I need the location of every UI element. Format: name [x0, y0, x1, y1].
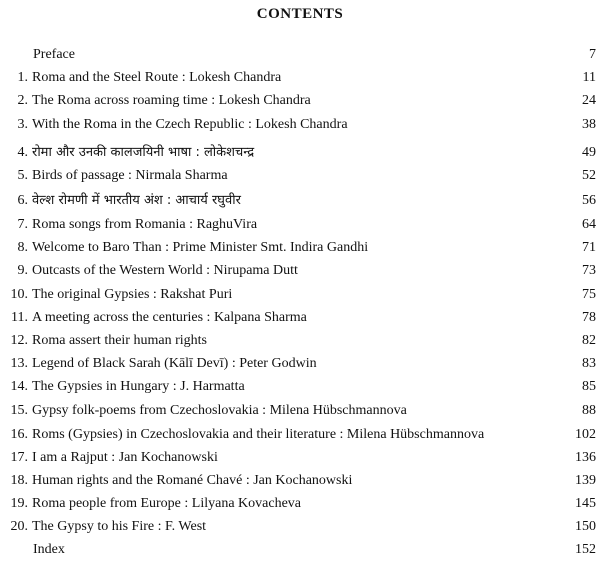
entry-title: Roma and the Steel Route : Lokesh Chandra — [32, 70, 282, 85]
entry-title: Gypsy folk-poems from Czechoslovakia : Milena Hübschmannova — [32, 403, 407, 418]
entry-title: The Gypsy to his Fire : F. West — [32, 519, 207, 534]
entry-page-number: 88 — [582, 403, 596, 418]
toc-entry — [0, 447, 600, 469]
entry-page-number: 11 — [582, 70, 596, 85]
toc-entry — [0, 516, 600, 538]
entry-number: 20. — [10, 519, 28, 534]
entry-title: Human rights and the Romané Chavé : Jan Kochanowski — [32, 473, 353, 488]
entry-title: Birds of passage : Nirmala Sharma — [32, 168, 228, 183]
entry-title: Roma assert their human rights — [32, 333, 207, 348]
toc-entry — [0, 353, 600, 375]
entry-title: वेल्श रोमणी में भारतीय अंश : आचार्य रघुवीर — [32, 193, 241, 208]
entry-page-number: 136 — [575, 450, 596, 465]
entry-title: Index — [33, 542, 65, 557]
entry-page-number: 56 — [582, 193, 596, 208]
entry-title: A meeting across the centuries : Kalpana Sharma — [32, 310, 307, 325]
toc-entry — [0, 284, 600, 306]
entry-page-number: 52 — [582, 168, 596, 183]
entry-title: The Gypsies in Hungary : J. Harmatta — [32, 379, 245, 394]
toc-entry — [0, 470, 600, 492]
entry-number: 7. — [17, 217, 28, 232]
toc-entry — [0, 424, 600, 446]
entry-title: Roma songs from Romania : RaghuVira — [32, 217, 258, 232]
entry-page-number: 73 — [582, 263, 596, 278]
entry-number: 13. — [10, 356, 28, 371]
toc-entry — [0, 400, 600, 422]
entry-title: Outcasts of the Western World : Nirupama Dutt — [32, 263, 298, 278]
entry-page-number: 152 — [575, 542, 596, 557]
entry-title: With the Roma in the Czech Republic : Lokesh Chandra — [32, 117, 348, 132]
toc-entry — [0, 44, 600, 66]
toc-entry — [0, 165, 600, 187]
entry-page-number: 49 — [582, 145, 596, 160]
entry-page-number: 24 — [582, 93, 596, 108]
entry-number: 19. — [10, 496, 28, 511]
entry-title: Welcome to Baro Than : Prime Minister Smt. Indira Gandhi — [32, 240, 369, 255]
entry-title: Roma people from Europe : Lilyana Kovacheva — [32, 496, 302, 511]
entry-page-number: 102 — [575, 427, 596, 442]
toc-entry — [0, 493, 600, 515]
entry-number: 11. — [11, 310, 28, 325]
entry-page-number: 82 — [582, 333, 596, 348]
entry-title: रोमा और उनकी कालजयिनी भाषा : लोकेशचन्द्र — [32, 145, 255, 160]
entry-page-number: 150 — [575, 519, 596, 534]
toc-entry — [0, 376, 600, 398]
toc-entry — [0, 539, 600, 561]
toc-entry — [0, 260, 600, 282]
entry-number: 1. — [17, 70, 28, 85]
entry-number: 16. — [10, 427, 28, 442]
entry-page-number: 38 — [582, 117, 596, 132]
toc-entry — [0, 237, 600, 259]
entry-page-number: 64 — [582, 217, 596, 232]
entry-number: 9. — [17, 263, 28, 278]
entry-title: The original Gypsies : Rakshat Puri — [32, 287, 233, 302]
entry-page-number: 75 — [582, 287, 596, 302]
entry-number: 4. — [17, 145, 28, 160]
entry-number: 15. — [10, 403, 28, 418]
entry-number: 2. — [17, 93, 28, 108]
entry-number: 10. — [10, 287, 28, 302]
entry-title: I am a Rajput : Jan Kochanowski — [32, 450, 218, 465]
entry-page-number: 145 — [575, 496, 596, 511]
entry-number: 8. — [17, 240, 28, 255]
page-title: CONTENTS — [256, 6, 344, 22]
entry-title: Legend of Black Sarah (Kālī Devī) : Peter Godwin — [32, 356, 317, 371]
entry-number: 12. — [10, 333, 28, 348]
entry-page-number: 78 — [582, 310, 596, 325]
entry-title: The Roma across roaming time : Lokesh Chandra — [32, 93, 311, 108]
entry-page-number: 83 — [582, 356, 596, 371]
entry-number: 3. — [17, 117, 28, 132]
toc-entry — [0, 190, 600, 212]
toc-entry — [0, 90, 600, 112]
toc-entry — [0, 67, 600, 89]
entry-page-number: 71 — [582, 240, 596, 255]
entry-page-number: 85 — [582, 379, 596, 394]
entry-title: Roms (Gypsies) in Czechoslovakia and their literature : Milena Hübschmannova — [32, 427, 485, 442]
toc-entry — [0, 142, 600, 164]
toc-entry — [0, 114, 600, 136]
entry-page-number: 7 — [589, 47, 596, 62]
entry-number: 18. — [10, 473, 28, 488]
entry-number: 5. — [17, 168, 28, 183]
entry-number: 14. — [10, 379, 28, 394]
entry-number: 17. — [10, 450, 28, 465]
entry-number: 6. — [17, 193, 28, 208]
toc-entry — [0, 214, 600, 236]
toc-entry — [0, 330, 600, 352]
entry-title: Preface — [33, 47, 75, 62]
entry-page-number: 139 — [575, 473, 596, 488]
toc-entry — [0, 307, 600, 329]
